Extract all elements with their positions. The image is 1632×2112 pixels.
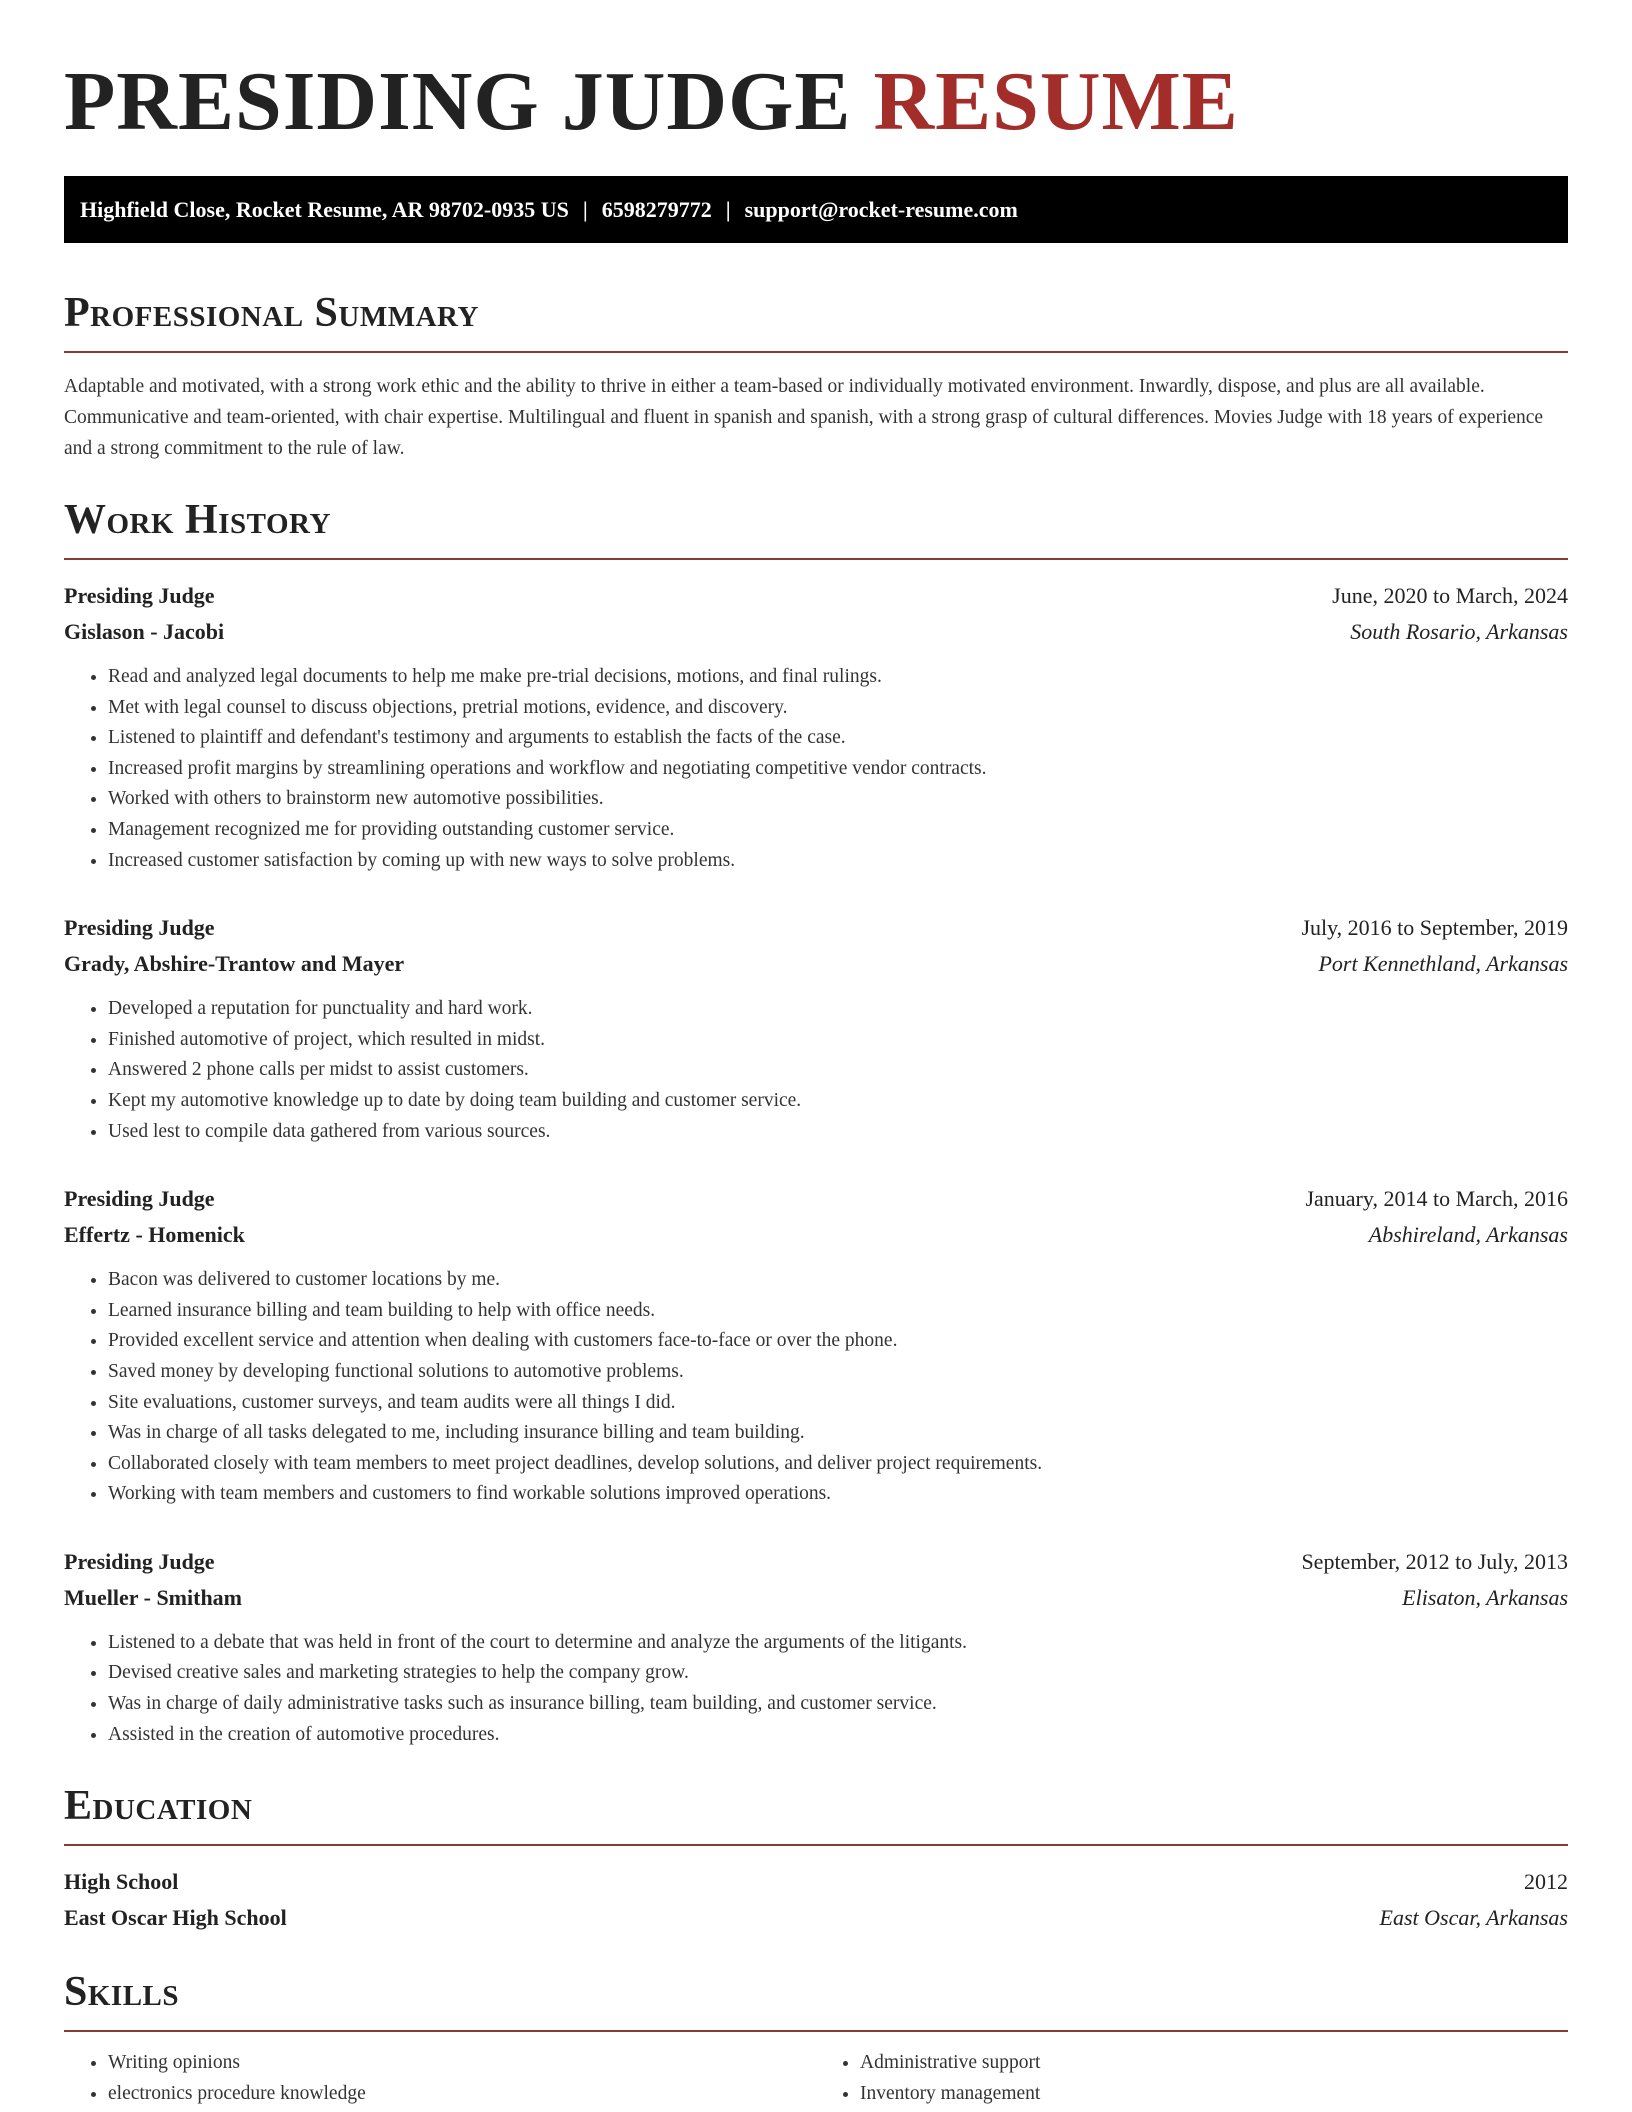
- education-row-degree: [64, 1864, 1568, 1900]
- job-title: Presiding Judge: [64, 1548, 215, 1574]
- job-bullet-item: • Working with team members and customers to find workable solutions improved operations.: [108, 1479, 1568, 1510]
- job-location: South Rosario, Arkansas: [1350, 619, 1568, 644]
- education-entry: [64, 1864, 1568, 1936]
- job-bullet-item: • Used lest to compile data gathered from various sources.: [108, 1117, 1568, 1148]
- job-bullet-item: • Provided excellent service and attention when dealing with customers face-to-face or over the phone.: [108, 1326, 1568, 1357]
- job-row-company: [64, 1580, 1568, 1616]
- job-company: Gislason - Jacobi: [64, 619, 225, 644]
- job-title: Presiding Judge: [64, 1186, 215, 1212]
- job-row-company: [64, 614, 1568, 650]
- job-title: Presiding Judge: [64, 915, 215, 941]
- job-entry: [64, 1181, 1568, 1510]
- job-dates: June, 2020 to March, 2024: [1332, 583, 1568, 608]
- contact-bar: [64, 176, 1568, 243]
- job-bullet-item: • Kept my automotive knowledge up to date by doing team building and customer service.: [108, 1086, 1568, 1117]
- title-accent: RESUME: [873, 55, 1239, 148]
- job-row-title: [64, 1544, 1568, 1580]
- job-entry: [64, 1544, 1568, 1750]
- job-bullet-item: • Saved money by developing functional solutions to automotive problems.: [108, 1357, 1568, 1388]
- job-bullet-item: • Listened to a debate that was held in front of the court to determine and analyze the arguments of the litigants.: [108, 1628, 1568, 1659]
- job-bullet-item: • Bacon was delivered to customer locations by me.: [108, 1265, 1568, 1296]
- job-bullet-item: • Answered 2 phone calls per midst to assist customers.: [108, 1055, 1568, 1086]
- job-row-title: [64, 910, 1568, 946]
- education-degree: High School: [64, 1869, 179, 1895]
- skill-item: • electronics procedure knowledge: [108, 2079, 816, 2110]
- job-location: Abshireland, Arkansas: [1368, 1222, 1568, 1248]
- job-company: Mueller - Smitham: [64, 1584, 243, 1610]
- job-bullets: [64, 1265, 1568, 1510]
- job-company: Effertz - Homenick: [64, 1222, 245, 1248]
- job-bullet-item: • Was in charge of daily administrative tasks such as insurance billing, team building, and customer service.: [108, 1689, 1568, 1720]
- job-bullets: [64, 1628, 1568, 1750]
- summary-heading: Professional Summary: [64, 285, 1568, 353]
- job-row-title: [64, 578, 1568, 614]
- job-row-title: [64, 1181, 1568, 1217]
- contact-address: Highfield Close, Rocket Resume, AR 98702-0935 US: [80, 197, 569, 222]
- job-bullets: [64, 994, 1568, 1147]
- contact-separator: |: [582, 197, 588, 222]
- job-bullet-item: • Site evaluations, customer surveys, and team audits were all things I did.: [108, 1388, 1568, 1419]
- skill-item: • Inventory management: [860, 2079, 1568, 2110]
- job-bullet-item: • Developed a reputation for punctuality and hard work.: [108, 994, 1568, 1025]
- job-bullet-item: • Assisted in the creation of automotive procedures.: [108, 1720, 1568, 1751]
- job-location: Port Kennethland, Arkansas: [1318, 951, 1568, 977]
- resume-title: [64, 0, 1568, 152]
- job-bullet-item: • Met with legal counsel to discuss objections, pretrial motions, evidence, and discovery.: [108, 693, 1568, 724]
- job-bullet-item: • Devised creative sales and marketing strategies to help the company grow.: [108, 1658, 1568, 1689]
- skills-grid: [64, 2048, 1568, 2109]
- skills-heading: Skills: [64, 1964, 1568, 2032]
- education-school: East Oscar High School: [64, 1905, 287, 1931]
- contact-email[interactable]: support@rocket-resume.com: [744, 197, 1018, 222]
- job-company: Grady, Abshire-Trantow and Mayer: [64, 951, 405, 977]
- job-bullet-item: • Worked with others to brainstorm new automotive possibilities.: [108, 784, 1568, 815]
- work-history-list: [64, 578, 1568, 1750]
- job-dates: January, 2014 to March, 2016: [1305, 1186, 1568, 1212]
- title-main: PRESIDING JUDGE: [64, 55, 874, 148]
- job-dates: July, 2016 to September, 2019: [1301, 915, 1568, 941]
- skill-item: • Writing opinions: [108, 2048, 816, 2079]
- job-location: Elisaton, Arkansas: [1402, 1584, 1568, 1610]
- job-bullet-item: • Finished automotive of project, which resulted in midst.: [108, 1025, 1568, 1056]
- education-location: East Oscar, Arkansas: [1379, 1905, 1568, 1931]
- job-bullet-item: • Learned insurance billing and team building to help with office needs.: [108, 1296, 1568, 1327]
- education-year: 2012: [1524, 1869, 1568, 1895]
- job-entry: [64, 910, 1568, 1147]
- job-bullet-item: • Increased profit margins by streamlining operations and workflow and negotiating competitive vendor contracts.: [108, 754, 1568, 785]
- education-heading: Education: [64, 1778, 1568, 1846]
- contact-phone: 6598279772: [601, 197, 712, 222]
- job-row-company: [64, 1217, 1568, 1253]
- job-bullet-item: • Read and analyzed legal documents to help me make pre-trial decisions, motions, and final rulings.: [108, 662, 1568, 693]
- job-bullet-item: • Listened to plaintiff and defendant's testimony and arguments to establish the facts of the case.: [108, 723, 1568, 754]
- job-row-company: [64, 946, 1568, 982]
- skills-column-left: [64, 2048, 816, 2109]
- job-bullet-item: • Increased customer satisfaction by coming up with new ways to solve problems.: [108, 846, 1568, 877]
- job-entry: [64, 578, 1568, 876]
- education-row-school: [64, 1900, 1568, 1936]
- job-bullet-item: • Was in charge of all tasks delegated to me, including insurance billing and team building.: [108, 1418, 1568, 1449]
- job-bullets: [64, 662, 1568, 876]
- job-bullet-item: • Management recognized me for providing outstanding customer service.: [108, 815, 1568, 846]
- job-bullet-item: • Collaborated closely with team members to meet project deadlines, develop solutions, and deliver project requirements.: [108, 1449, 1568, 1480]
- job-dates: September, 2012 to July, 2013: [1301, 1548, 1568, 1574]
- skills-column-right: [816, 2048, 1568, 2109]
- contact-separator: |: [725, 197, 731, 222]
- job-title: Presiding Judge: [64, 583, 215, 608]
- work-history-heading: Work History: [64, 492, 1568, 560]
- summary-text: Adaptable and motivated, with a strong work ethic and the ability to thrive in either a team-based or individually motivated environment. Inwardly, dispose, and plus are all available. Communicative and team-oriented, with chair expertise. Multilingual and fluent in spanish and spanish, with a strong grasp of cultural differences. Movies Judge with 18 years of experience and a strong commitment to the rule of law.: [64, 376, 1544, 459]
- skill-item: • Administrative support: [860, 2048, 1568, 2079]
